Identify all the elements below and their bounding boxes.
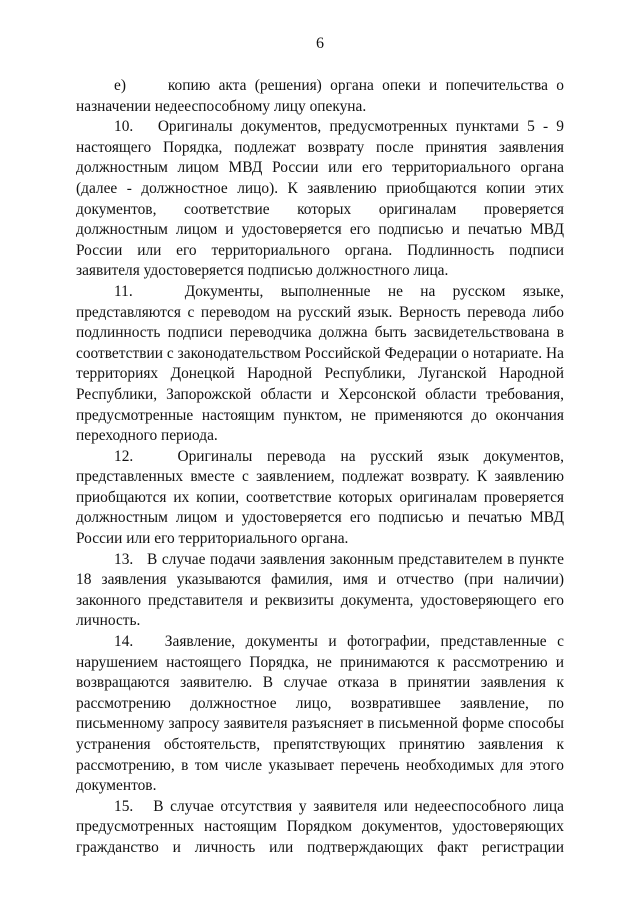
paragraph-12: 12. Оригиналы перевода на русский язык документов, представленных вместе с заявлением, подлежат возврату. К заявлению приобщаются их копии, соответствие которых оригиналам проверяется должностным лицом и удостоверяется его подписью и печатью МВД России или его территориального органа. (76, 447, 564, 548)
paragraph-item-e: е) копию акта (решения) органа опеки и попечительства о назначении недееспособному лицу опекуна. (76, 77, 564, 115)
paragraph-13: 13. В случае подачи заявления законным представителем в пункте 18 заявления указываются фамилия, имя и отчество (при наличии) законного представителя и реквизиты документа, удостоверяющего его личность. (76, 550, 564, 630)
page-number: 6 (316, 35, 324, 52)
paragraph-15: 15. В случае отсутствия у заявителя или недееспособного лица предусмотренных настоящим Порядком документов, удостоверяющих гражданство и личность или подтверждающих факт регистрации (76, 797, 564, 856)
document-body (76, 76, 564, 859)
paragraph-14: 14. Заявление, документы и фотографии, представленные с нарушением настоящего Порядка, не принимаются к рассмотрению и возвращаются заявителю. В случае отказа в принятии заявления к рассмотрению должностное лицо, возвратившее заявление, по письменному запросу заявителя разъясняет в письменной форме способы устранения обстоятельств, препятствующих принятию заявления к рассмотрению, в том числе указывает перечень необходимых для этого документов. (76, 633, 564, 795)
paragraph-11: 11. Документы, выполненные не на русском языке, представляются с переводом на русский язык. Верность перевода либо подлинность подписи переводчика должна быть засвидетельствована в соответствии с законодательством Российской Федерации о нотариате. На территориях Донецкой Народной Республики, Луганской Народной Республики, Запорожской области и Херсонской области требования, предусмотренные настоящим пунктом, не применяются до окончания переходного периода. (76, 282, 564, 445)
paragraph-10: 10. Оригиналы документов, предусмотренных пунктами 5 - 9 настоящего Порядка, подлежат возврату после принятия заявления должностным лицом МВД России или его территориального органа (далее - должностное лицо). К заявлению приобщаются копии этих документов, соответствие которых оригиналам проверяется должностным лицом и удостоверяется его подписью и печатью МВД России или его территориального органа. Подлинность подписи заявителя удостоверяется подписью должностного лица. (76, 118, 564, 280)
